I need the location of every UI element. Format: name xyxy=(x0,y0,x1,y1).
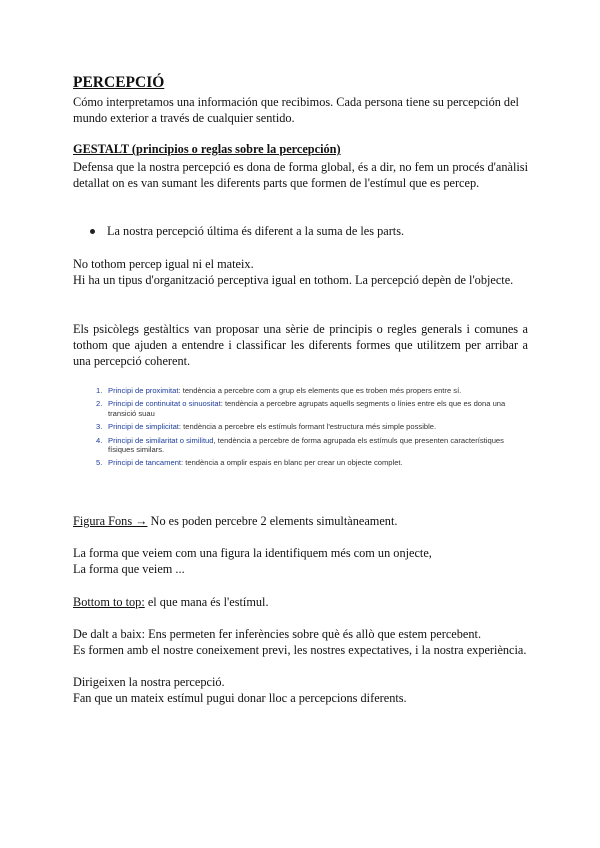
figura-fons-text: No es poden percebre 2 elements simultàneament. xyxy=(147,514,398,528)
principle-term: Principi de continuitat o sinuositat xyxy=(108,399,221,409)
dalt-line4: Fan que un mateix estímul pugui donar lloc a percepcions diferents. xyxy=(73,691,407,705)
page-title: PERCEPCIÓ xyxy=(73,74,165,91)
principle-desc: , tendència a percebre de forma agrupada els estímuls que presenten característiques físiques similars. xyxy=(108,435,504,455)
figura-fons-label: Figura Fons → xyxy=(73,514,148,528)
principle-number: 2. xyxy=(96,399,103,409)
principle-number: 1. xyxy=(96,386,103,395)
principle-desc: : tendència a percebre agrupats aquells segments o línies entre els que es dona una transició suau xyxy=(108,399,506,418)
dalt-line1: De dalt a baix: Ens permeten fer inferències sobre què és allò que estem percebent. xyxy=(73,627,482,641)
principle-item xyxy=(96,422,516,431)
principle-number: 5. xyxy=(96,458,103,468)
principle-item xyxy=(96,436,516,455)
gestalt-bullet xyxy=(90,223,404,239)
principle-number: 3. xyxy=(96,422,103,432)
dalt-line2: Es formen amb el nostre coneixement previ, les nostres expectatives, i la nostra experiència. xyxy=(73,643,527,657)
principle-item xyxy=(96,458,516,467)
gestalt-bullet-text: La nostra percepció última és diferent a la suma de les parts. xyxy=(107,224,405,238)
principle-term: Principi de tancament xyxy=(108,458,182,468)
principle-term: Principi de similaritat o similitud xyxy=(108,435,214,445)
principle-desc: : tendència a percebre els estímuls formant l'estructura més simple possible. xyxy=(178,422,437,432)
figura-fons-line xyxy=(73,513,528,529)
forma-line2: La forma que veiem ... xyxy=(73,562,185,576)
gestalt-heading: GESTALT (principios o reglas sobre la percepción) xyxy=(73,142,341,156)
intro-paragraph: Cómo interpretamos una información que recibimos. Cada persona tiene su percepción del mundo exterior a través de cualquier sentido. xyxy=(73,95,519,125)
principle-item xyxy=(96,399,516,418)
principles-list xyxy=(96,386,516,472)
bullet-dot xyxy=(90,229,95,234)
bottom-to-top-text: el que mana és l'estímul. xyxy=(144,595,269,609)
para3-paragraph: Els psicòlegs gestàltics van proposar una sèrie de principis o regles generals i comunes a tothom que ajuden a entendre i classificar les diferents formes que utilitzem per arribar a una percepció coherent. xyxy=(73,322,528,368)
bottom-to-top-line xyxy=(73,594,528,610)
principle-term: Principi de proximitat xyxy=(108,386,179,395)
forma-line1: La forma que veiem com una figura la identifiquem més com un onjecte, xyxy=(73,546,432,560)
para2-line1: No tothom percep igual ni el mateix. xyxy=(73,257,254,271)
principle-item xyxy=(96,386,516,395)
principle-term: Principi de simplicitat xyxy=(108,422,179,432)
principle-number: 4. xyxy=(96,435,103,445)
principle-desc: : tendència a percebre com a grup els elements que es troben més propers entre sí. xyxy=(178,386,462,395)
dalt-line3: Dirigeixen la nostra percepció. xyxy=(73,675,225,689)
para2-line2: Hi ha un tipus d'organització perceptiva igual en tothom. La percepció depèn de l'objecte. xyxy=(73,273,514,287)
bottom-to-top-label: Bottom to top: xyxy=(73,595,145,609)
principle-desc: : tendència a omplir espais en blanc per crear un objecte complet. xyxy=(181,458,403,468)
gestalt-paragraph: Defensa que la nostra percepció es dona de forma global, és a dir, no fem un procés d'anàlisi detallat on es van sumant les diferents parts que formen de l'estímul que es percep. xyxy=(73,160,528,190)
